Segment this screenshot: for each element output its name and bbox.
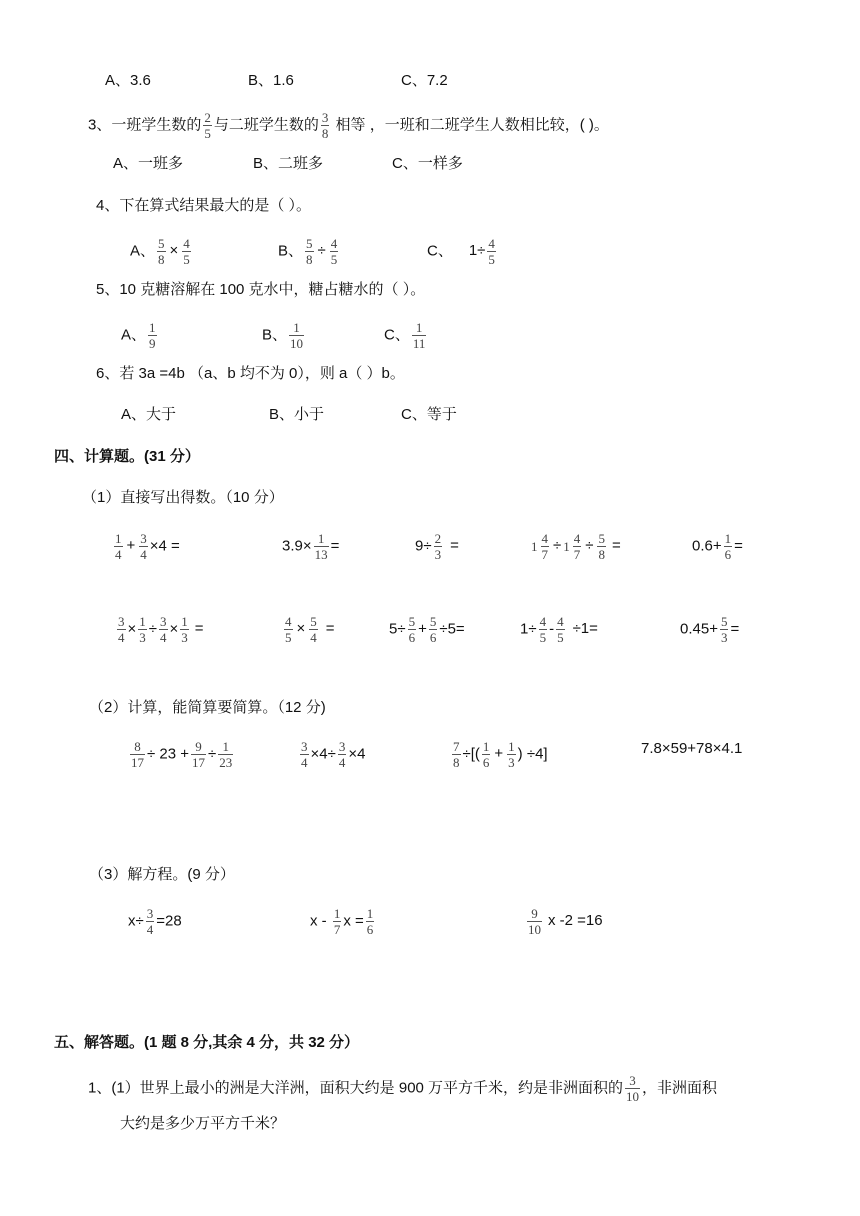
fraction: $\frac{1}{9}$ [149, 320, 156, 351]
fraction: $\frac{9}{10}$ [528, 906, 541, 937]
fraction: $\frac{1}{6}$ [482, 739, 490, 770]
fraction: $\frac{4}{5}$ [285, 614, 292, 645]
fraction: $\frac{5}{3}$ [720, 614, 728, 645]
q2-option-a: A、3.6 [105, 72, 151, 89]
fraction: $\frac{1}{11}$ [412, 320, 426, 351]
q5-question: 5、10 克糖溶解在 100 克水中，糖占糖水的（ ）。 [96, 281, 426, 298]
fraction: $\frac{5}{8}$ [158, 236, 165, 267]
fraction: $\frac{4}{7}$ [573, 531, 581, 562]
section4-sub3: （3）解方程。(9 分） [89, 866, 235, 883]
q6-option-b: B、小于 [269, 406, 325, 423]
section5-q1-line2: 大约是多少万平方千米？ [120, 1115, 286, 1132]
calc-r2-e5: 0.45+ $\frac{5}{3}$ = [680, 614, 740, 645]
calc-r2-e3: 5÷ $\frac{5}{6}$ + $\frac{5}{6}$ ÷5= [389, 614, 465, 645]
fraction: $\frac{5}{6}$ [429, 614, 437, 645]
calc-r3-e3: $\frac{7}{8}$ ÷[( $\frac{1}{6}$ + $\frac{1}{3}$ ) ÷4] [453, 739, 548, 770]
fraction: $\frac{1}{3}$ [139, 614, 146, 645]
q3-mid: 与二班学生数的 [213, 116, 319, 134]
fraction: $\frac{5}{4}$ [310, 614, 317, 645]
equation-2: x - $\frac{1}{7}$ x = $\frac{1}{6}$ [310, 906, 374, 937]
fraction: $\frac{3}{4}$ [338, 739, 346, 770]
calc-r3-e2: $\frac{3}{4}$ ×4÷ $\frac{3}{4}$ ×4 [301, 739, 366, 770]
calc-r2-e2: $\frac{4}{5}$ × $\frac{5}{4}$ = [285, 614, 335, 645]
q3-option-c: C、一样多 [392, 155, 463, 172]
q2-option-b: B、1.6 [248, 72, 294, 89]
section5-q1-line1: 1、(1）世界上最小的洲是大洋洲，面积大约是 900 万平方千米，约是非洲面积的 $\frac{3}{10}$ ，非洲面积 [88, 1073, 718, 1104]
fraction: $\frac{3}{4}$ [146, 906, 154, 937]
fraction: $\frac{1}{3}$ [508, 739, 515, 770]
fraction: $\frac{4}{5}$ [183, 236, 190, 267]
equation-3: $\frac{9}{10}$ x -2 =16 [528, 906, 603, 937]
section4-title: 四、计算题。(31 分） [54, 448, 200, 465]
fraction: $\frac{5}{8}$ [306, 236, 313, 267]
fraction: $\frac{1}{3}$ [181, 614, 188, 645]
calc-r2-e1: $\frac{3}{4}$ × $\frac{1}{3}$ ÷ $\frac{3}{4}$ × $\frac{1}{3}$ = [118, 614, 204, 645]
fraction: $\frac{1}{23}$ [219, 739, 233, 770]
calc-r1-e3: 9÷ $\frac{2}{3}$ = [415, 531, 459, 562]
fraction: $\frac{1}{6}$ [724, 531, 732, 562]
fraction: $\frac{2}{3}$ [434, 531, 442, 562]
fraction: $\frac{8}{17}$ [131, 739, 144, 770]
q3-option-a: A、一班多 [113, 155, 184, 172]
fraction: $\frac{3}{4}$ [140, 531, 147, 562]
q2-option-c: C、7.2 [401, 72, 448, 89]
q6-option-a: A、大于 [121, 406, 177, 423]
q5-option-b: B、 $\frac{1}{10}$ [262, 320, 304, 351]
fraction: $\frac{5}{8}$ [598, 531, 605, 562]
fraction: $\frac{5}{6}$ [408, 614, 416, 645]
fraction: $\frac{4}{5}$ [557, 614, 564, 645]
calc-r3-e4: 7.8×59+78×4.1 [641, 740, 743, 757]
q6-option-c: C、等于 [401, 406, 457, 423]
q4-option-b: B、 $\frac{5}{8}$ ÷ $\frac{4}{5}$ [278, 236, 338, 267]
q6-question: 6、若 3a =4b （a、b 均不为 0），则 a（ ）b。 [96, 365, 405, 382]
fraction: $\frac{3}{10}$ [626, 1073, 640, 1104]
section5-title: 五、解答题。(1 题 8 分,其余 4 分，共 32 分） [54, 1034, 360, 1051]
fraction: $\frac{1}{6}$ [366, 906, 374, 937]
fraction: $\frac{4}{5}$ [488, 236, 495, 267]
fraction: $\frac{1}{13}$ [314, 531, 328, 562]
section4-sub2: （2）计算，能简算要简算。（12 分) [89, 699, 326, 716]
q4-option-a: A、 $\frac{5}{8}$ × $\frac{4}{5}$ [130, 236, 190, 267]
q3-question [88, 110, 609, 141]
q3-option-b: B、二班多 [253, 155, 324, 172]
q3-prefix: 3、一班学生数的 [88, 116, 202, 134]
fraction: $\frac{4}{7}$ [541, 531, 548, 562]
fraction: $\frac{3}{4}$ [160, 614, 167, 645]
fraction: $\frac{9}{17}$ [192, 739, 206, 770]
fraction: $\frac{7}{8}$ [453, 739, 460, 770]
q4-question: 4、下在算式结果最大的是（ ）。 [96, 197, 312, 214]
calc-r1-e5: 0.6+ $\frac{1}{6}$ = [692, 531, 743, 562]
equation-1: x÷ $\frac{3}{4}$ =28 [128, 906, 182, 937]
q5-option-a: A、 $\frac{1}{9}$ [121, 320, 156, 351]
q5-option-c: C、 $\frac{1}{11}$ [384, 320, 426, 351]
fraction: $\frac{4}{5}$ [539, 614, 547, 645]
fraction: $\frac{3}{4}$ [301, 739, 308, 770]
fraction: $\frac{2}{5}$ [204, 110, 211, 141]
fraction: $\frac{3}{4}$ [118, 614, 125, 645]
fraction: $\frac{1}{4}$ [115, 531, 122, 562]
calc-r3-e1: $\frac{8}{17}$ ÷ 23 + $\frac{9}{17}$ ÷ $\frac{1}{23}$ [131, 739, 233, 770]
calc-r1-e2: 3.9× $\frac{1}{13}$ = [282, 531, 340, 562]
fraction: $\frac{1}{10}$ [290, 320, 304, 351]
calc-r2-e4: 1÷ $\frac{4}{5}$ - $\frac{4}{5}$ ÷1= [520, 614, 598, 645]
section4-sub1: （1）直接写出得数。（10 分） [82, 489, 284, 506]
q3-suffix: 相等 ，一班和二班学生人数相比较，( )。 [331, 116, 609, 134]
fraction: $\frac{3}{8}$ [321, 110, 329, 141]
fraction: $\frac{4}{5}$ [330, 236, 338, 267]
calc-r1-e4: 1 $\frac{4}{7}$ ÷ 1 $\frac{4}{7}$ ÷ $\frac{5}{8}$ = [531, 531, 621, 562]
fraction: $\frac{1}{7}$ [333, 906, 341, 937]
q4-option-c: C、 1÷ $\frac{4}{5}$ [427, 236, 495, 267]
calc-r1-e1: $\frac{1}{4}$ + $\frac{3}{4}$ ×4 = [115, 531, 180, 562]
